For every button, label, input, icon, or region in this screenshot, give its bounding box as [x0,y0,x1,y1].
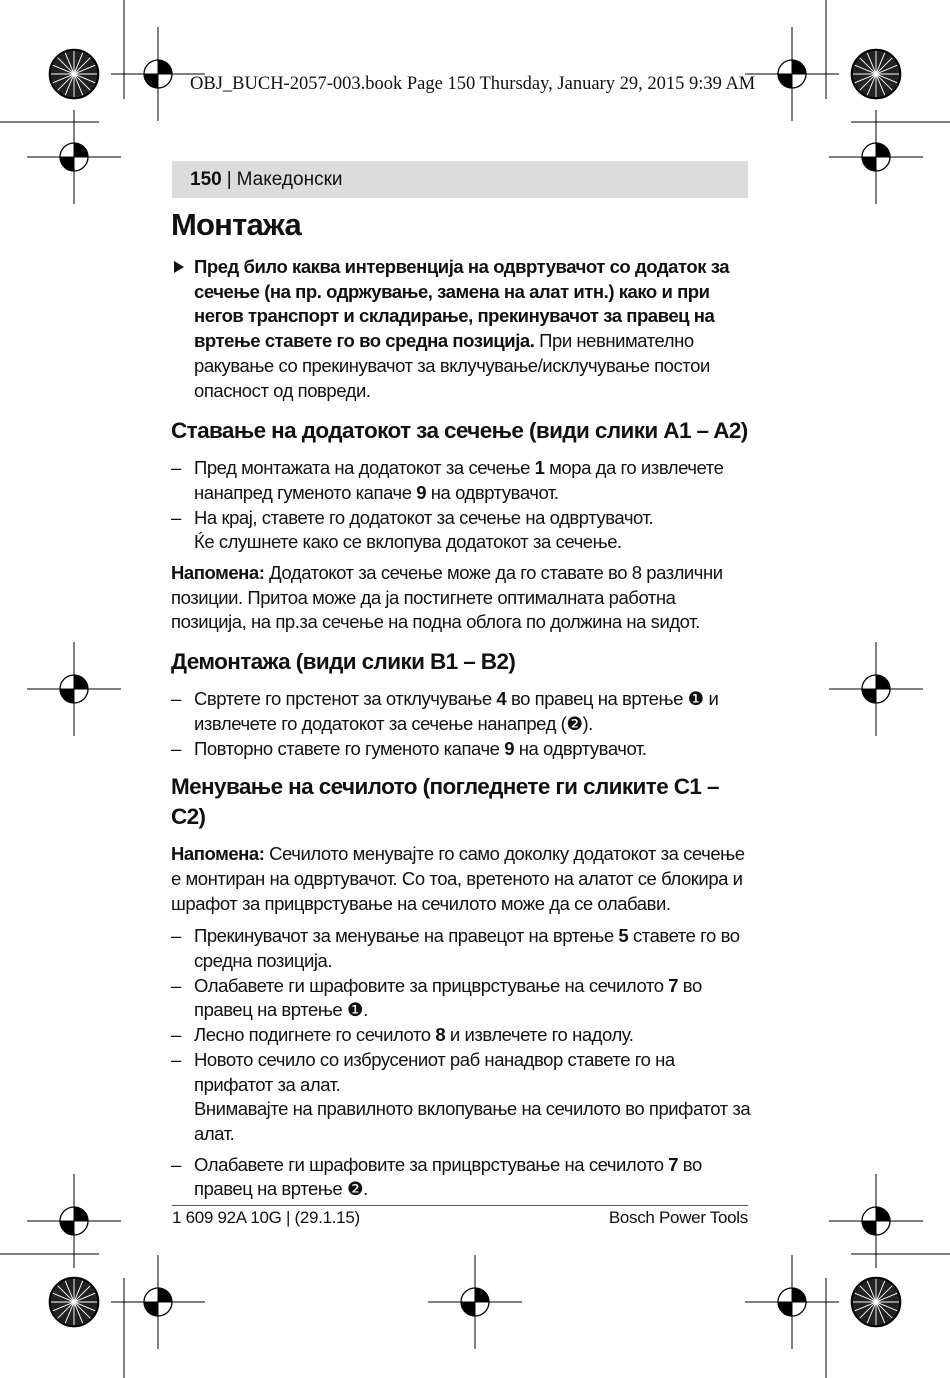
warning-arrow-icon [174,261,184,273]
item-text: Свртете го прстенот за отклучување [194,688,497,710]
dash-bullet: – [171,688,181,710]
section-title-insert: Ставање на додатокот за сечење (види слики A1 – A2) [171,418,748,444]
list-item [171,456,751,505]
item-text: Олабавете ги шрафовите за прицврстување на сечилото [194,1153,669,1175]
item-text: Пред монтажата на додатокот за сечење [194,457,535,479]
item-text: Повторно ставете го гуменото капаче [194,737,505,759]
note-label: Напомена: [171,843,265,865]
section-title-montage: Монтажа [171,207,301,242]
note-text: Сечилото менувајте го само доколку додатокот за сечење е монтиран на одвртувачот. Со тоа, вретеното на алатот се блокира и шрафот за прицврстување на сечилото може да се олабави. [171,843,745,914]
dash-bullet: – [171,1153,181,1175]
item-text: Лесно подигнете го сечилото [194,1024,436,1046]
item-ref-number: 7 [668,1153,679,1175]
item-text: во правец на вртење ❷. [194,1153,702,1200]
list-item [171,506,751,555]
header-separator: | [226,168,232,190]
dash-bullet: – [171,506,181,528]
item-ref-number: 5 [618,925,629,947]
dash-bullet: – [171,737,181,759]
item-text: и извлечете го надолу. [445,1024,634,1046]
dash-bullet: – [171,974,181,996]
dash-bullet: – [171,457,181,479]
item-text: Прекинувачот за менување на правецот на вртење [194,925,619,947]
note-paragraph [171,842,751,916]
item-ref-number: 7 [668,974,679,996]
item-ref-number: 8 [435,1024,446,1046]
footer-divider [172,1205,748,1206]
book-info-line: OBJ_BUCH-2057-003.book Page 150 Thursday, January 29, 2015 9:39 AM [190,74,756,94]
item-ref-number: 9 [504,737,515,759]
item-extra-text: Внимавајте на правилното вклопување на сечилото во прифатот за алат. [194,1098,751,1144]
item-text: На крај, ставете го додатокот за сечење на одвртувачот. [194,506,654,528]
item-text: Олабавете ги шрафовите за прицврстување на сечилото [194,974,669,996]
item-text: на одвртувачот. [426,481,559,503]
dash-bullet: – [171,1024,181,1046]
item-text: во правец на вртење ❶. [194,974,702,1021]
item-extra-text: Ќе слушнете како се вклопува додатокот за сечење. [194,531,622,553]
item-ref-number: 9 [416,481,427,503]
item-ref-number: 1 [534,457,545,479]
list-item [171,1023,751,1048]
dash-bullet: – [171,1048,181,1070]
item-text: на одвртувачот. [514,737,647,759]
list-item [171,924,751,973]
note-paragraph [171,561,751,635]
footer-brand: Bosch Power Tools [608,1208,748,1227]
warning-text: При невнимателно ракување со прекинувачот за вклучување/исклучување постои опасност од повреди. [194,330,710,401]
dash-bullet: – [171,925,181,947]
list-item [171,1153,751,1202]
section-title-removal: Демонтажа (види слики B1 – B2) [171,649,516,675]
list-item [171,687,751,736]
footer-doc-code: 1 609 92A 10G | (29.1.15) [172,1208,360,1227]
page-number: 150 [190,168,222,190]
item-ref-number: 4 [496,688,507,710]
item-text: мора да го извлечете нанапред гуменото капаче [194,457,724,503]
list-item [171,1048,751,1147]
header-language: Македонски [236,168,343,190]
note-text: Додатокот за сечење може да го ставате во 8 различни позиции. Притоа може да ја постигнете оптималната работна позиција, на пр.за сечење на подна облога по должина на ѕидот. [171,562,723,633]
warning-block [171,255,751,403]
list-item [171,737,751,762]
list-item [171,974,751,1023]
warning-bold-text: Пред било каква интервенција на одвртувачот со додаток за сечење (на пр. одржување, замена на алат итн.) како и при негов транспорт и складирање, прекинувачот за правец на вртење ставете го во средна позиција. [194,256,730,352]
item-text: ставете го во средна позиција. [194,925,740,972]
item-text: Новото сечило со избрусениот раб нанадвор ставете го на прифатот за алат. [194,1048,675,1095]
page-header [172,161,748,198]
item-text: во правец на вртење ❶ и извлечете го додатокот за сечење нанапред (❷). [194,688,719,734]
note-label: Напомена: [171,562,265,584]
section-title-blade-change: Менување на сечилото (погледнете ги сликите C1 – C2) [171,774,719,830]
page-content [171,205,751,1202]
